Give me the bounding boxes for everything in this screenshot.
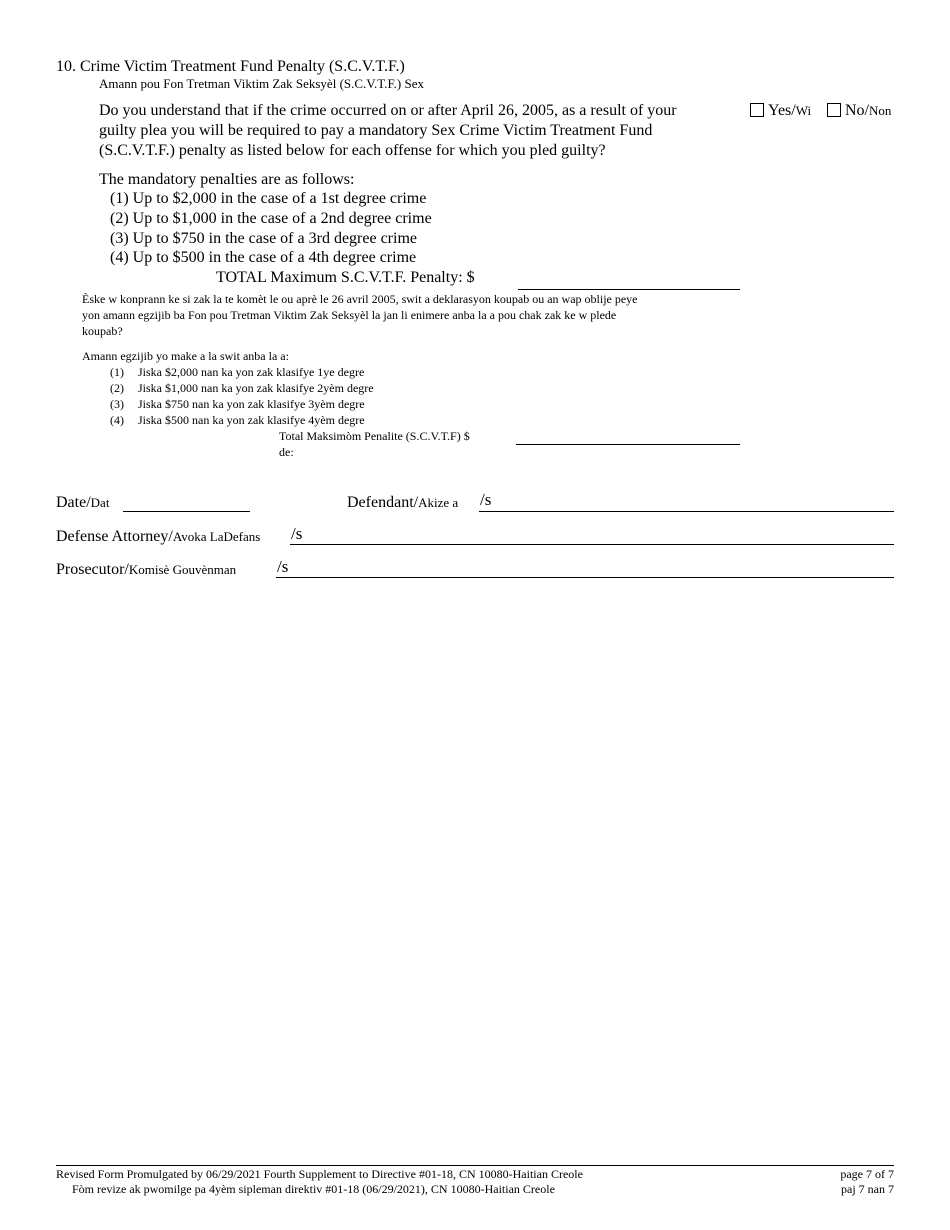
creole-question-line-3: koupab? bbox=[82, 324, 123, 338]
question-line-3: (S.C.V.T.F.) penalty as listed below for each offense for which you pled guilty? bbox=[99, 142, 606, 159]
page-number: page 7 of 7 bbox=[840, 1167, 894, 1181]
prosecutor-signature-field[interactable] bbox=[276, 577, 894, 578]
date-label: Date/Dat bbox=[56, 494, 110, 511]
no-translation: Non bbox=[869, 103, 892, 118]
penalty-item: (1) Up to $2,000 in the case of a 1st degree crime bbox=[110, 190, 427, 207]
creole-penalty-item: Jiska $2,000 nan ka yon zak klasifye 1ye degre bbox=[138, 365, 365, 379]
creole-penalties-intro: Amann egzijib yo make a la swit anba la a: bbox=[82, 349, 289, 363]
yes-label: Yes/ bbox=[768, 102, 796, 119]
creole-total-field[interactable] bbox=[516, 444, 740, 445]
no-option[interactable] bbox=[827, 102, 891, 120]
creole-item-number: (3) bbox=[110, 397, 124, 411]
defendant-signature: /s bbox=[480, 490, 492, 509]
yes-checkbox[interactable] bbox=[750, 103, 764, 117]
creole-penalty-item: Jiska $1,000 nan ka yon zak klasifye 2yèm degre bbox=[138, 381, 374, 395]
footer-line-1: Revised Form Promulgated by 06/29/2021 Fourth Supplement to Directive #01-18, CN 10080-Haitian Creole bbox=[56, 1167, 583, 1181]
penalty-item: (2) Up to $1,000 in the case of a 2nd degree crime bbox=[110, 210, 432, 227]
question-line-1: Do you understand that if the crime occurred on or after April 26, 2005, as a result of your bbox=[99, 102, 677, 119]
creole-penalty-item: Jiska $750 nan ka yon zak klasifye 3yèm degre bbox=[138, 397, 365, 411]
footer-line-2: Fòm revize ak pwomilge pa 4yèm sipleman direktiv #01-18 (06/29/2021), CN 10080-Haitian Creole bbox=[72, 1182, 555, 1196]
page-number-creole: paj 7 nan 7 bbox=[841, 1182, 894, 1196]
total-penalty-field[interactable] bbox=[518, 289, 740, 290]
penalties-intro: The mandatory penalties are as follows: bbox=[99, 171, 355, 188]
footer-divider bbox=[56, 1165, 894, 1166]
no-label: No/ bbox=[845, 102, 869, 119]
prosecutor-signature: /s bbox=[277, 557, 289, 576]
attorney-signature-field[interactable] bbox=[290, 544, 894, 545]
question-line-2: guilty plea you will be required to pay a mandatory Sex Crime Victim Treatment Fund bbox=[99, 122, 653, 139]
creole-total-label: Total Maksimòm Penalite (S.C.V.T.F) $ bbox=[279, 429, 470, 443]
yes-option[interactable] bbox=[750, 102, 811, 120]
attorney-label: Defense Attorney/Avoka LaDefans bbox=[56, 528, 261, 545]
section-title: 10. Crime Victim Treatment Fund Penalty (S.C.V.T.F.) bbox=[56, 58, 405, 75]
defendant-signature-field[interactable] bbox=[479, 511, 894, 512]
section-subtitle: Amann pou Fon Tretman Viktim Zak Seksyèl (S.C.V.T.F.) Sex bbox=[99, 76, 424, 91]
creole-item-number: (4) bbox=[110, 413, 124, 427]
no-checkbox[interactable] bbox=[827, 103, 841, 117]
creole-question-line-1: Èske w konprann ke si zak la te komèt le ou aprè le 26 avril 2005, swit a deklarasyon koupab ou an wap oblije peye bbox=[82, 292, 638, 306]
attorney-signature: /s bbox=[291, 524, 303, 543]
creole-item-number: (2) bbox=[110, 381, 124, 395]
yes-translation: Wi bbox=[795, 103, 812, 118]
date-field[interactable] bbox=[123, 511, 250, 512]
creole-question-line-2: yon amann egzijib ba Fon pou Tretman Viktim Zak Seksyèl la jan li enimere anba la a pou chak zak ke w plede bbox=[82, 308, 617, 322]
defendant-label: Defendant/Akize a bbox=[347, 494, 459, 511]
creole-penalty-item: Jiska $500 nan ka yon zak klasifye 4yèm degre bbox=[138, 413, 365, 427]
total-penalty-label: TOTAL Maximum S.C.V.T.F. Penalty: $ bbox=[216, 269, 475, 286]
creole-item-number: (1) bbox=[110, 365, 124, 379]
penalty-item: (4) Up to $500 in the case of a 4th degree crime bbox=[110, 249, 417, 266]
prosecutor-label: Prosecutor/Komisè Gouvènman bbox=[56, 561, 237, 578]
creole-total-suffix: de: bbox=[279, 445, 294, 459]
penalty-item: (3) Up to $750 in the case of a 3rd degree crime bbox=[110, 230, 417, 247]
